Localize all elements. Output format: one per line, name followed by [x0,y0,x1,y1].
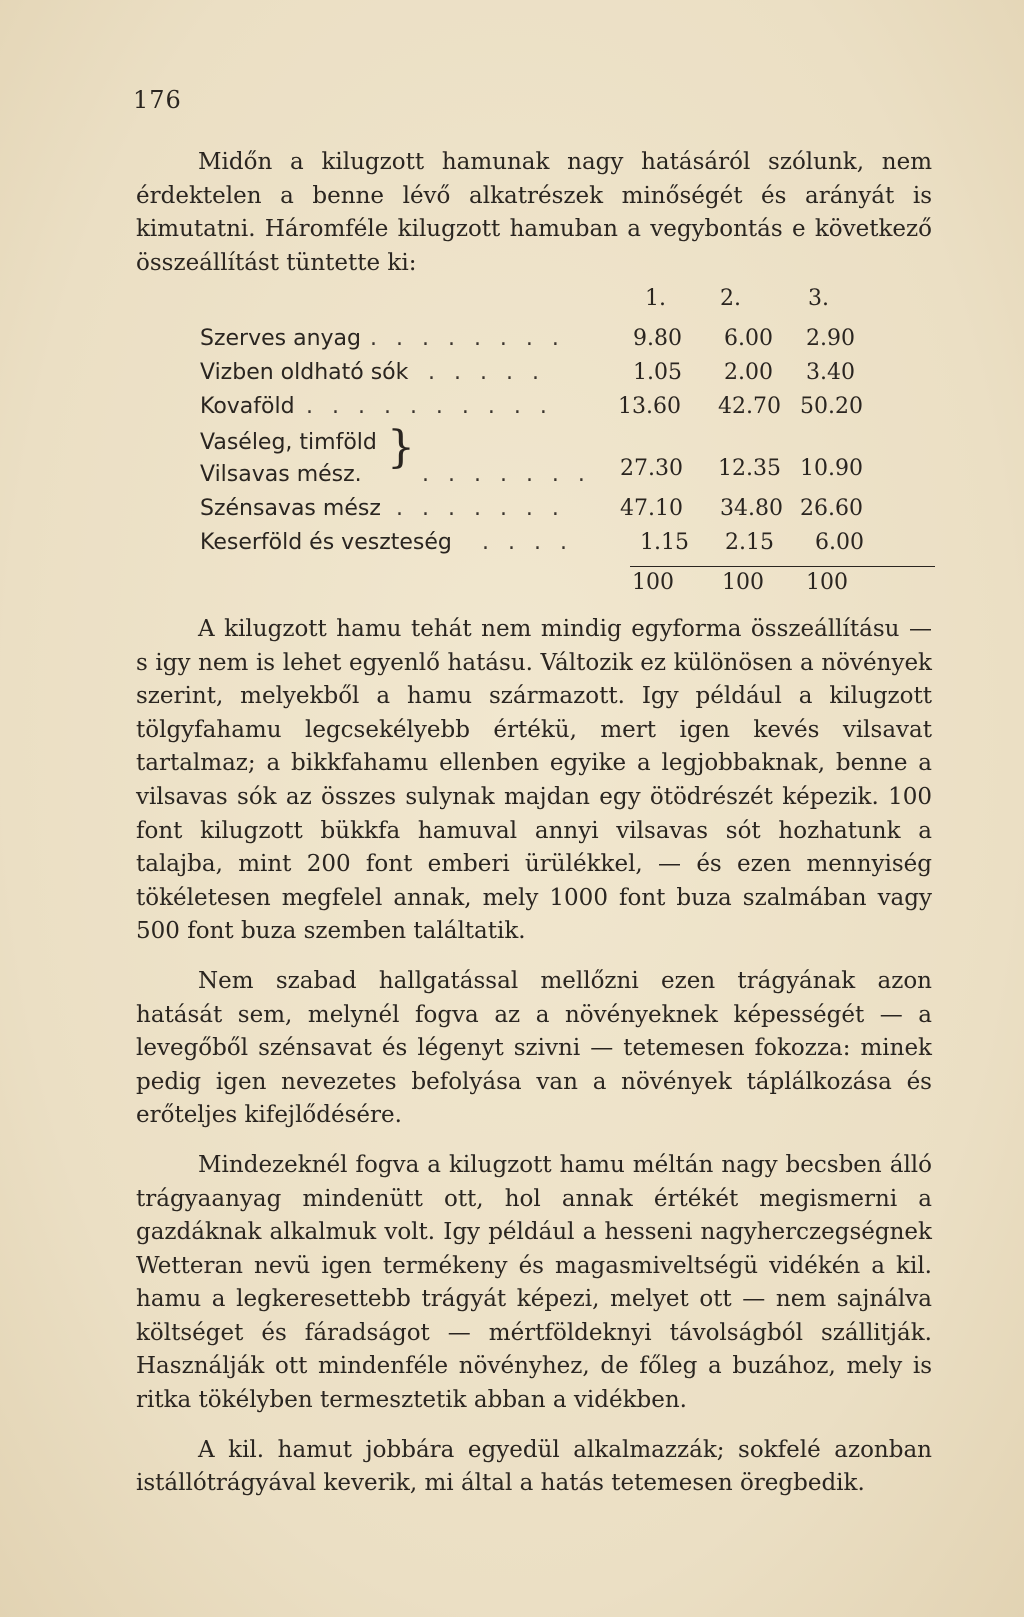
row-label: Vilsavas mész. [200,462,362,487]
paragraph: A kil. hamut jobbára egyedül alkalmazzák; sokfelé azonban istállótrágyával keverik, mi által a hatás tetemesen öregbedik. [136,1436,932,1497]
value-col-2: 2.15 [725,530,774,555]
value-col-2: 34.80 [720,496,783,521]
body-text [136,613,932,1501]
column-header-3: 3. [808,286,829,311]
value-col-1: 1.15 [640,530,689,555]
intro-paragraph-block [136,146,932,280]
value-col-1: 47.10 [620,496,683,521]
value-col-1: 1.05 [633,360,682,385]
page-number: 176 [133,86,182,114]
column-header-1: 1. [645,286,666,311]
total-col-1: 100 [632,570,674,595]
table-row [200,530,940,564]
value-col-3: 10.90 [800,456,863,481]
table-row [200,456,940,496]
value-col-1: 13.60 [618,394,681,419]
leader-dots: . . . . . . . . [370,326,565,351]
value-col-1: 27.30 [620,456,683,481]
value-col-3: 2.90 [806,326,855,351]
value-col-2: 2.00 [724,360,773,385]
total-col-3: 100 [806,570,848,595]
column-header-2: 2. [720,286,741,311]
value-col-2: 12.35 [718,456,781,481]
table-row [200,326,940,360]
totals-row [200,570,940,604]
grouping-brace: } [387,422,415,473]
row-label: Vaséleg, timföld [200,430,377,455]
total-col-2: 100 [722,570,764,595]
value-col-1: 9.80 [633,326,682,351]
row-label: Szerves anyag [200,326,361,351]
paragraph: Nem szabad hallgatással mellőzni ezen trágyának azon hatását sem, melynél fogva az a növényeknek képességét — a levegőből szénsavat és légenyt szivni — tetemesen fokozza: minek pedig igen nevezetes befolyása van a növények táplálkozása és erőteljes kifejlődésére. [136,967,932,1129]
row-label: Vizben oldható sók [200,360,409,385]
value-col-3: 26.60 [800,496,863,521]
value-col-3: 50.20 [800,394,863,419]
value-col-2: 42.70 [718,394,781,419]
table-row [200,496,940,530]
row-label: Szénsavas mész [200,496,381,521]
value-col-3: 3.40 [806,360,855,385]
leader-dots: . . . . . [428,360,545,385]
paragraph: Mindezeknél fogva a kilugzott hamu méltán nagy becsben álló trágyaanyag mindenütt ott, hol annak értékét megismerni a gazdáknak alkalmuk volt. Igy például a hesseni nagyherczegségnek Wetteran nevü igen termékeny és magasmiveltségü vidékén a kil. hamu a legkeresettebb trágyát képezi, melyet ott — nem sajnálva költséget és fáradságot — mértföldeknyi távolságból szállitják. Használják ott mindenféle növényhez, de főleg a buzához, mely is ritka tökélyben termesztetik abban a vidékben. [136,1151,932,1414]
table-header-row [200,286,940,320]
leader-dots: . . . . . . . . . . [306,394,553,419]
table-row [200,394,940,428]
value-col-2: 6.00 [724,326,773,351]
intro-paragraph: Midőn a kilugzott hamunak nagy hatásáról szólunk, nem érdektelen a benne lévő alkatrészek minőségét és arányát is kimutatni. Háromféle kilugzott hamuban a vegybontás e következő összeállítást tüntette ki: [136,149,932,276]
table-row [200,360,940,394]
leader-dots: . . . . . . . [422,462,591,487]
leader-dots: . . . . . . . [396,496,565,521]
row-label: Keserföld és veszteség [200,530,452,555]
row-label: Kovaföld [200,394,295,419]
sum-rule [630,566,935,567]
value-col-3: 6.00 [815,530,864,555]
leader-dots: . . . . [482,530,573,555]
paragraph: A kilugzott hamu tehát nem mindig egyforma összeállításu — s igy nem is lehet egyenlő hatásu. Változik ez különösen a növények szerint, melyekből a hamu származott. Igy például a kilugzott tölgyfahamu legcsekélyebb értékü, mert igen kevés vilsavat tartalmaz; a bikkfahamu ellenben egyike a legjobbaknak, benne a vilsavas sók az összes sulynak majdan egy ötödrészét képezik. 100 font kilugzott bükkfa hamuval annyi vilsavas sót hozhatunk a talajba, mint 200 font emberi ürülékkel, — és ezen mennyiség tökéletesen megfelel annak, mely 1000 font buza szalmában vagy 500 font buza szemben találtatik. [136,616,932,945]
